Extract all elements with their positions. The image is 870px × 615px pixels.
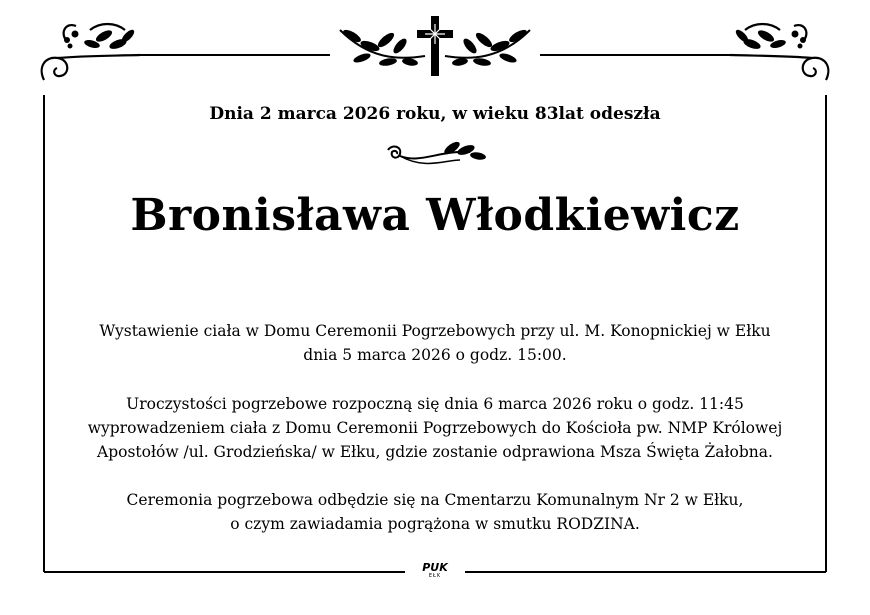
paragraph-funeral bbox=[40, 392, 830, 464]
paragraph-burial bbox=[40, 488, 830, 536]
paragraph-line: Ceremonia pogrzebowa odbędzie się na Cmentarzu Komunalnym Nr 2 w Ełku, bbox=[126, 491, 744, 509]
company-logo bbox=[412, 562, 458, 584]
corner-swirl-left bbox=[42, 24, 140, 80]
paragraph-line: o czym zawiadamia pogrążona w smutku RODZINA. bbox=[230, 515, 640, 533]
paragraph-line: Apostołów /ul. Grodzieńska/ w Ełku, gdzie zostanie odprawiona Msza Święta Żałobna. bbox=[97, 443, 773, 461]
deceased-name: Bronisława Włodkiewicz bbox=[130, 190, 740, 241]
logo-sub-text: EŁK bbox=[428, 573, 442, 579]
paragraph-line: Wystawienie ciała w Domu Ceremonii Pogrzebowych przy ul. M. Konopnickiej w Ełku bbox=[99, 322, 771, 340]
paragraph-viewing bbox=[40, 319, 830, 367]
paragraph-line: wyprowadzeniem ciała z Domu Ceremonii Pogrzebowych do Kościoła pw. NMP Królowej bbox=[87, 419, 783, 437]
divider-ornament bbox=[388, 140, 486, 164]
announcement-line: Dnia 2 marca 2026 roku, w wieku 83lat odeszła bbox=[209, 104, 661, 124]
paragraph-line: Uroczystości pogrzebowe rozpoczną się dnia 6 marca 2026 roku o godz. 11:45 bbox=[126, 395, 744, 413]
corner-swirl-right bbox=[730, 24, 828, 80]
paragraph-line: dnia 5 marca 2026 o godz. 15:00. bbox=[303, 346, 567, 364]
logo-main-text: PUK bbox=[422, 561, 448, 574]
